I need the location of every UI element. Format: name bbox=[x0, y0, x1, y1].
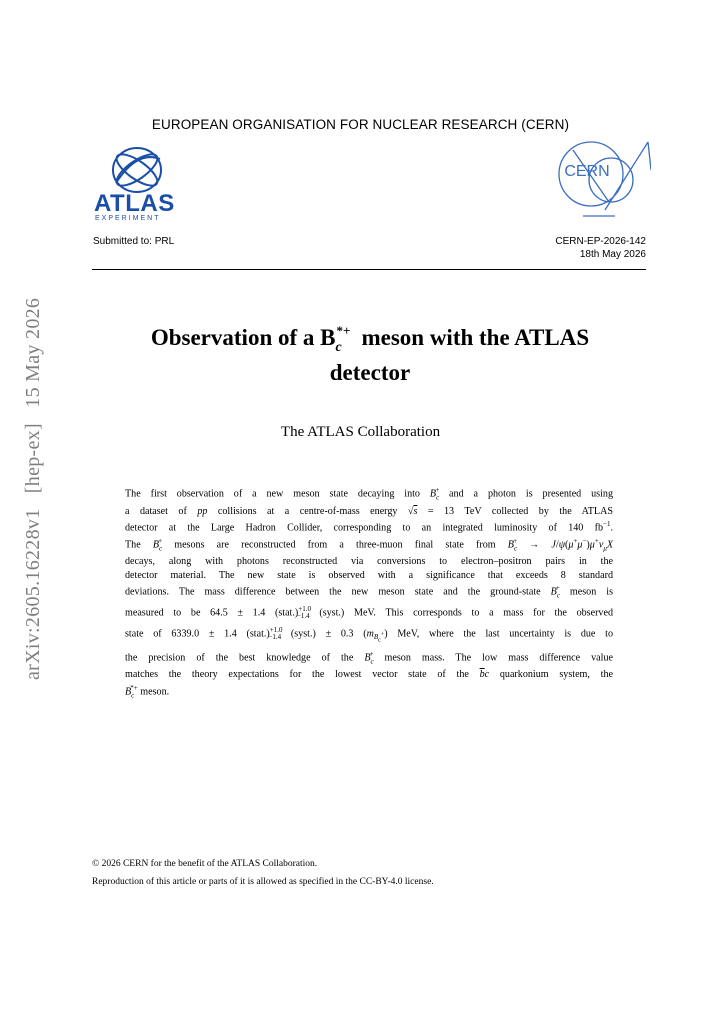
abstract-line: detector material. The new state is observed with a significance that exceeds 8 standard bbox=[125, 569, 613, 581]
arxiv-stamp bbox=[22, 280, 48, 680]
paper-title: Observation of a B *+ $_c$ meson with the ATLAS detector bbox=[150, 323, 590, 385]
abstract-line: The first observation of a new meson state decaying into $B_c^+$ and a photon is presented using bbox=[125, 486, 614, 502]
submitted-to: Submitted to: PRL bbox=[93, 236, 175, 247]
report-date: 18th May 2026 bbox=[579, 249, 646, 260]
license-notice: Reproduction of this article or parts of it is allowed as specified in the CC-BY-4.0 license. bbox=[92, 877, 434, 887]
abstract-line: The $B_c^+$ mesons are reconstructed from a three-muon final state from $B_c^+ \to J/\psi(\mu^+\mu^-)\mu^+\nu_\mu X$ bbox=[125, 536, 613, 553]
cern-logo-text: CERN bbox=[564, 163, 610, 180]
abstract-line: the precision of the best knowledge of the $B_c^+$ meson mass. The low mass difference value bbox=[125, 649, 613, 666]
copyright-notice: © 2026 CERN for the benefit of the ATLAS Collaboration. bbox=[92, 859, 318, 869]
header-divider bbox=[92, 269, 646, 270]
atlas-logo-word: ATLAS bbox=[94, 190, 175, 217]
arxiv-id: arXiv:2605.16228v1 bbox=[22, 508, 44, 680]
abstract bbox=[125, 484, 613, 703]
author-line: The ATLAS Collaboration bbox=[280, 424, 441, 440]
abstract-line: $B_c^{*+}$ meson. bbox=[125, 683, 170, 700]
report-number: CERN-EP-2026-142 bbox=[555, 236, 646, 247]
atlas-logo-subtitle: EXPERIMENT bbox=[95, 215, 161, 222]
abstract-line: deviations. The mass difference between the new meson state and the ground-state $B_c^+$ meson is bbox=[125, 584, 613, 600]
abstract-line: detector at the Large Hadron Collider, corresponding to an integrated luminosity of 140 $fb^{-1}$. bbox=[125, 520, 613, 534]
cern-logo-icon bbox=[553, 140, 651, 230]
arxiv-date: 15 May 2026 bbox=[22, 297, 44, 408]
arxiv-category: [hep-ex] bbox=[22, 423, 44, 494]
abstract-line: state of 6339.0 ± 1.4 (stat.)$^{+1.0}_{-1.4}$ (syst.) ± 0.3 $(m_{B_c^+})$ MeV, where the last uncertainty is due to bbox=[125, 625, 613, 644]
abstract-line: a dataset of pp collisions at a centre-of-mass energy √s = 13 TeV collected by the ATLAS bbox=[125, 505, 614, 517]
abstract-line: measured to be 64.5 ± 1.4 (stat.)$^{+1.0}_{-1.4}$ (syst.) MeV. This corresponds to a mass for the observed bbox=[125, 604, 614, 621]
organisation-header: EUROPEAN ORGANISATION FOR NUCLEAR RESEARCH (CERN) bbox=[151, 117, 570, 132]
abstract-line: decays, along with photons reconstructed via conversions to electron–positron pairs in the bbox=[125, 556, 613, 568]
abstract-line: matches the theory expectations for the lowest vector state of the $\overline{b}c$ quarkonium system, the bbox=[125, 669, 613, 681]
